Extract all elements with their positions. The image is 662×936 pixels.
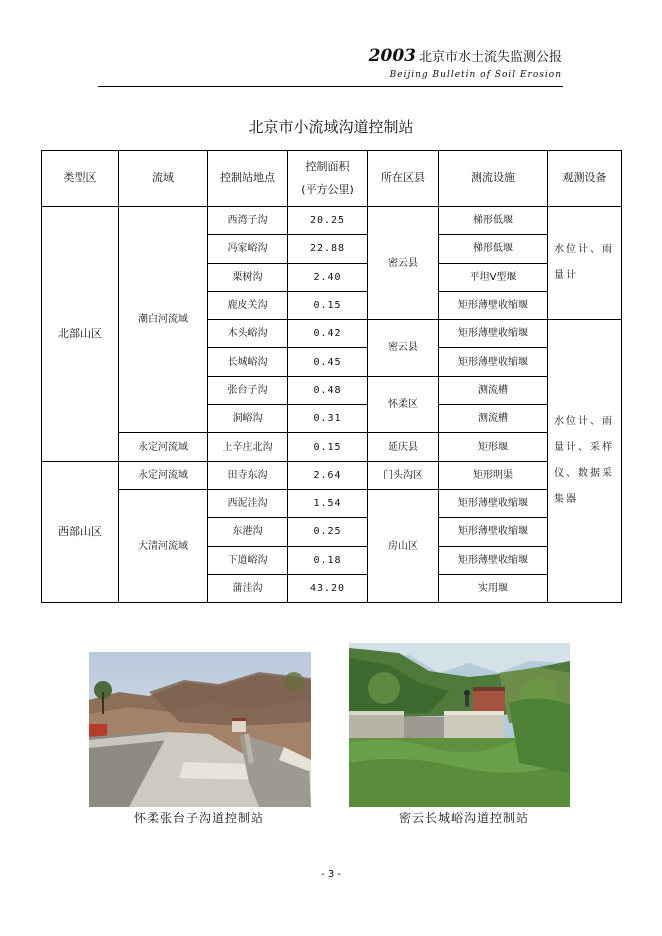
- header-station: 控制站地点: [208, 151, 288, 207]
- table-row: [42, 433, 622, 461]
- equipment-cell: 水位计、雨量计: [548, 207, 622, 320]
- county-cell: 密云县: [368, 207, 439, 320]
- section-title: 北京市小流域沟道控制站: [248, 118, 414, 136]
- area-cell: 0.42: [288, 320, 368, 348]
- basin-cell: 永定河流域: [119, 461, 208, 489]
- station-cell: 下道峪沟: [208, 546, 288, 574]
- photo-caption-miyun: 密云长城峪沟道控制站: [399, 811, 530, 825]
- facility-cell: 矩形薄壁收缩堰: [439, 348, 548, 376]
- report-subtitle: Beijing Bulletin of Soil Erosion: [389, 70, 562, 80]
- station-cell: 鹿皮关沟: [208, 291, 288, 319]
- station-cell: 张台子沟: [208, 376, 288, 404]
- area-cell: 2.64: [288, 461, 368, 489]
- station-cell: 冯家峪沟: [208, 235, 288, 263]
- station-cell: 东港沟: [208, 518, 288, 546]
- area-cell: 43.20: [288, 574, 368, 602]
- page-number: - 3 -: [321, 869, 341, 880]
- facility-cell: 测流槽: [439, 405, 548, 433]
- equipment-cell: 水位计、雨量计、采样仪、数据采集器: [548, 320, 622, 603]
- table-row: [42, 207, 622, 235]
- zone-cell: 北部山区: [42, 207, 119, 462]
- report-header: [369, 46, 562, 66]
- area-cell: 22.88: [288, 235, 368, 263]
- area-cell: 0.18: [288, 546, 368, 574]
- photo-huairou-station: [89, 652, 311, 807]
- photo-huairou-image: [89, 652, 311, 807]
- station-cell: 上辛庄北沟: [208, 433, 288, 461]
- station-cell: 洞峪沟: [208, 405, 288, 433]
- facility-cell: 平坦V型堰: [439, 263, 548, 291]
- area-cell: 0.48: [288, 376, 368, 404]
- area-cell: 0.31: [288, 405, 368, 433]
- control-station-table: [41, 150, 622, 603]
- area-cell: 0.45: [288, 348, 368, 376]
- facility-cell: 实用堰: [439, 574, 548, 602]
- area-cell: 2.40: [288, 263, 368, 291]
- facility-cell: 矩形明渠: [439, 461, 548, 489]
- station-cell: 栗树沟: [208, 263, 288, 291]
- county-cell: 门头沟区: [368, 461, 439, 489]
- header-area: [288, 151, 368, 207]
- photo-miyun-image: [349, 643, 570, 807]
- facility-cell: 测流槽: [439, 376, 548, 404]
- header-zone: 类型区: [42, 151, 119, 207]
- header-area-line2: (平方公里): [301, 182, 354, 196]
- station-cell: 长城峪沟: [208, 348, 288, 376]
- facility-cell: 矩形薄壁收缩堰: [439, 518, 548, 546]
- table-row: [42, 461, 622, 489]
- report-title: 北京市水土流失监测公报: [418, 50, 562, 65]
- facility-cell: 矩形堰: [439, 433, 548, 461]
- basin-cell: 大清河流域: [119, 489, 208, 602]
- basin-cell: 潮白河流域: [119, 207, 208, 433]
- county-cell: 房山区: [368, 489, 439, 602]
- county-cell: 延庆县: [368, 433, 439, 461]
- header-facility: 测流设施: [439, 151, 548, 207]
- header-county: 所在区县: [368, 151, 439, 207]
- facility-cell: 梯形低堰: [439, 235, 548, 263]
- county-cell: 密云县: [368, 320, 439, 377]
- facility-cell: 矩形薄壁收缩堰: [439, 291, 548, 319]
- area-cell: 20.25: [288, 207, 368, 235]
- facility-cell: 矩形薄壁收缩堰: [439, 320, 548, 348]
- zone-cell: 西部山区: [42, 461, 119, 602]
- header-equipment: 观测设备: [548, 151, 622, 207]
- header-area-line1: 控制面积: [305, 160, 350, 174]
- photo-miyun-station: [349, 643, 570, 807]
- facility-cell: 梯形低堰: [439, 207, 548, 235]
- station-cell: 蒲洼沟: [208, 574, 288, 602]
- photo-caption-huairou: 怀柔张台子沟道控制站: [134, 811, 265, 825]
- station-cell: 田寺东沟: [208, 461, 288, 489]
- area-cell: 0.15: [288, 291, 368, 319]
- basin-cell: 永定河流域: [119, 433, 208, 461]
- header-basin: 流域: [119, 151, 208, 207]
- area-cell: 0.25: [288, 518, 368, 546]
- area-cell: 1.54: [288, 489, 368, 517]
- header-rule: [98, 86, 563, 87]
- area-cell: 0.15: [288, 433, 368, 461]
- table-row: [42, 489, 622, 517]
- county-cell: 怀柔区: [368, 376, 439, 433]
- table-header-row: [42, 151, 622, 207]
- facility-cell: 矩形薄壁收缩堰: [439, 546, 548, 574]
- station-cell: 西湾子沟: [208, 207, 288, 235]
- facility-cell: 矩形薄壁收缩堰: [439, 489, 548, 517]
- station-cell: 木头峪沟: [208, 320, 288, 348]
- station-cell: 西泥洼沟: [208, 489, 288, 517]
- report-year: 2003: [368, 46, 416, 66]
